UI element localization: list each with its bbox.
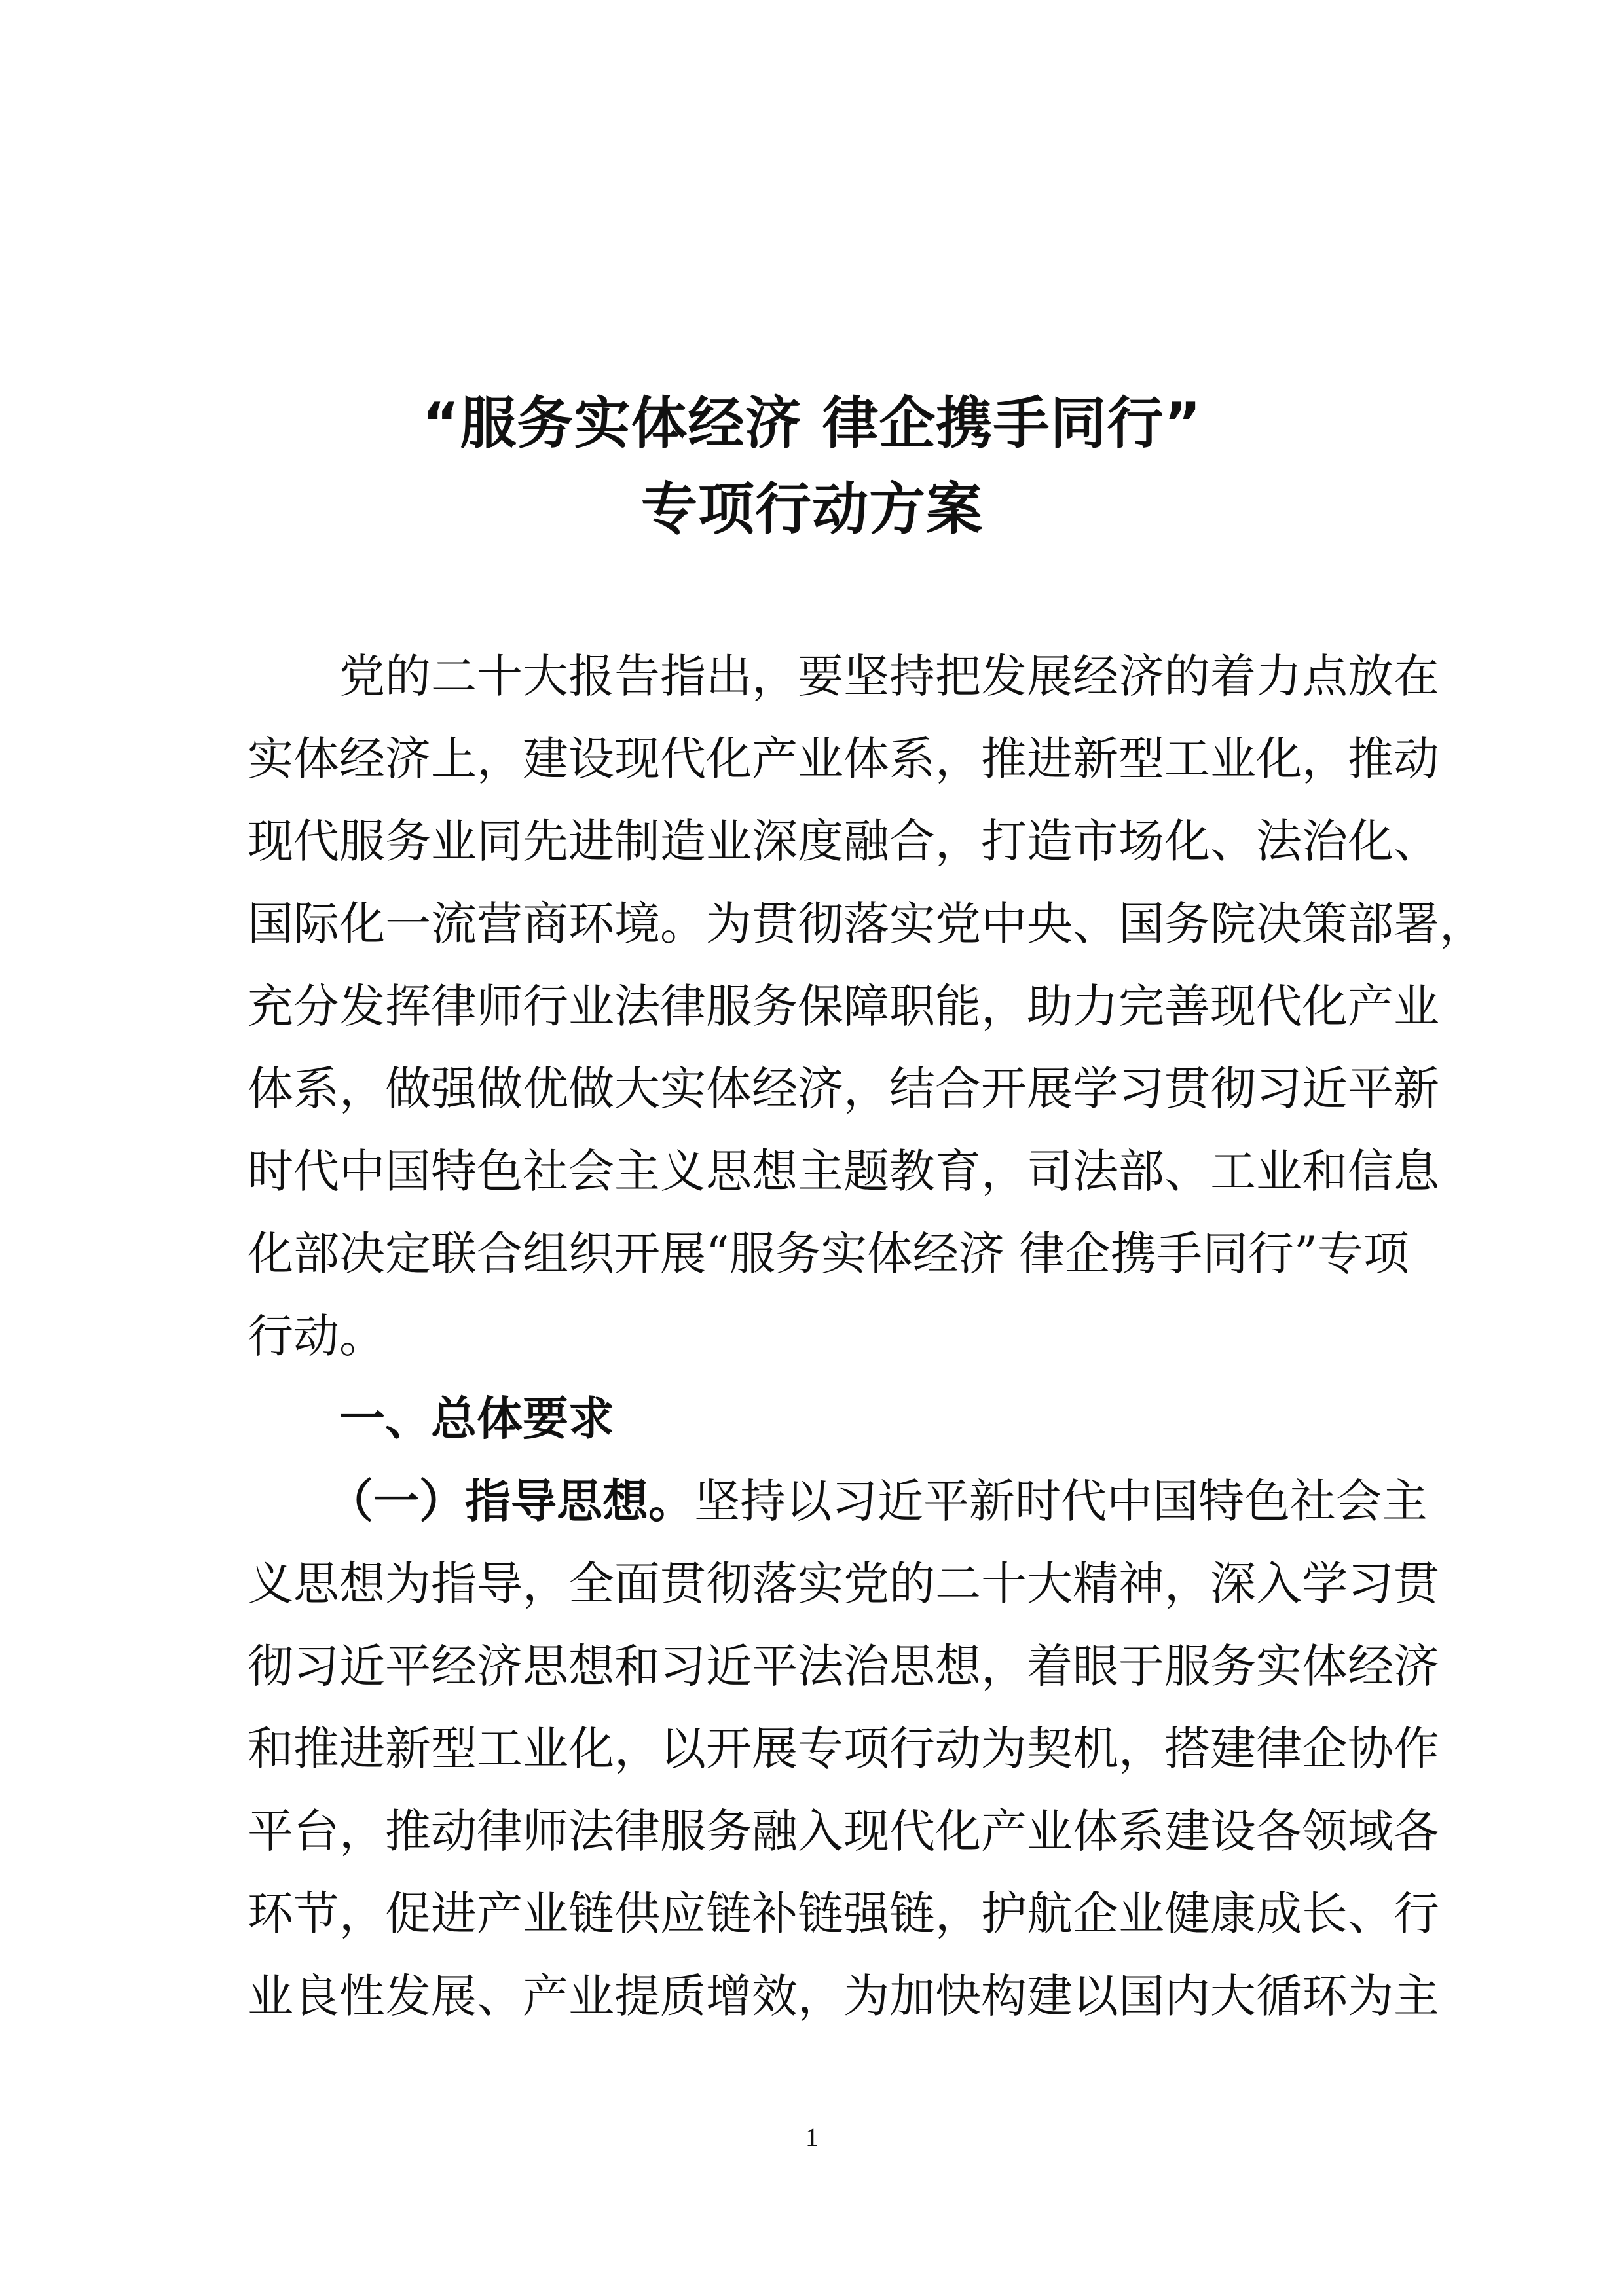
intro-line-7: 时代中国特色社会主义思想主题教育，司法部、工业和信息 [248,1144,1439,1198]
subsection-1-label: （一）指导思想。 [327,1474,694,1528]
intro-line-9: 行动。 [248,1309,385,1363]
subsection-1-line-6: 环节，促进产业链供应链补链强链，护航企业健康成长、行 [248,1887,1439,1941]
subsection-1-first-line-text: 坚持以习近平新时代中国特色社会主 [694,1474,1428,1528]
intro-line-5: 充分发挥律师行业法律服务保障职能，助力完善现代化产业 [248,979,1439,1033]
intro-line-4: 国际化一流营商环境。为贯彻落实党中央、国务院决策部署， [248,897,1485,951]
subsection-1-line-2: 义思想为指导，全面贯彻落实党的二十大精神，深入学习贯 [248,1557,1439,1611]
intro-line-1: 党的二十大报告指出，要坚持把发展经济的着力点放在 [339,649,1439,703]
page-number: 1 [805,2123,819,2152]
subsection-1-line-4: 和推进新型工业化，以开展专项行动为契机，搭建律企协作 [248,1722,1439,1776]
intro-line-3: 现代服务业同先进制造业深度融合，打造市场化、法治化、 [248,814,1439,868]
document-title-line-2: 专项行动方案 [641,477,983,542]
document-title-line-1: “服务实体经济 律企携手同行” [422,391,1202,456]
subsection-1-line-7: 业良性发展、产业提质增效，为加快构建以国内大循环为主 [248,1969,1439,2023]
section-heading-1: 一、总体要求 [339,1392,614,1446]
subsection-1-line-3: 彻习近平经济思想和习近平法治思想，着眼于服务实体经济 [248,1639,1439,1693]
intro-line-8: 化部决定联合组织开展“服务实体经济 律企携手同行”专项 [248,1227,1409,1281]
intro-line-2: 实体经济上，建设现代化产业体系，推进新型工业化，推动 [248,732,1439,786]
subsection-1-line-1 [327,1460,1428,1542]
subsection-1-line-5: 平台，推动律师法律服务融入现代化产业体系建设各领域各 [248,1804,1439,1858]
intro-line-6: 体系，做强做优做大实体经济，结合开展学习贯彻习近平新 [248,1062,1439,1116]
